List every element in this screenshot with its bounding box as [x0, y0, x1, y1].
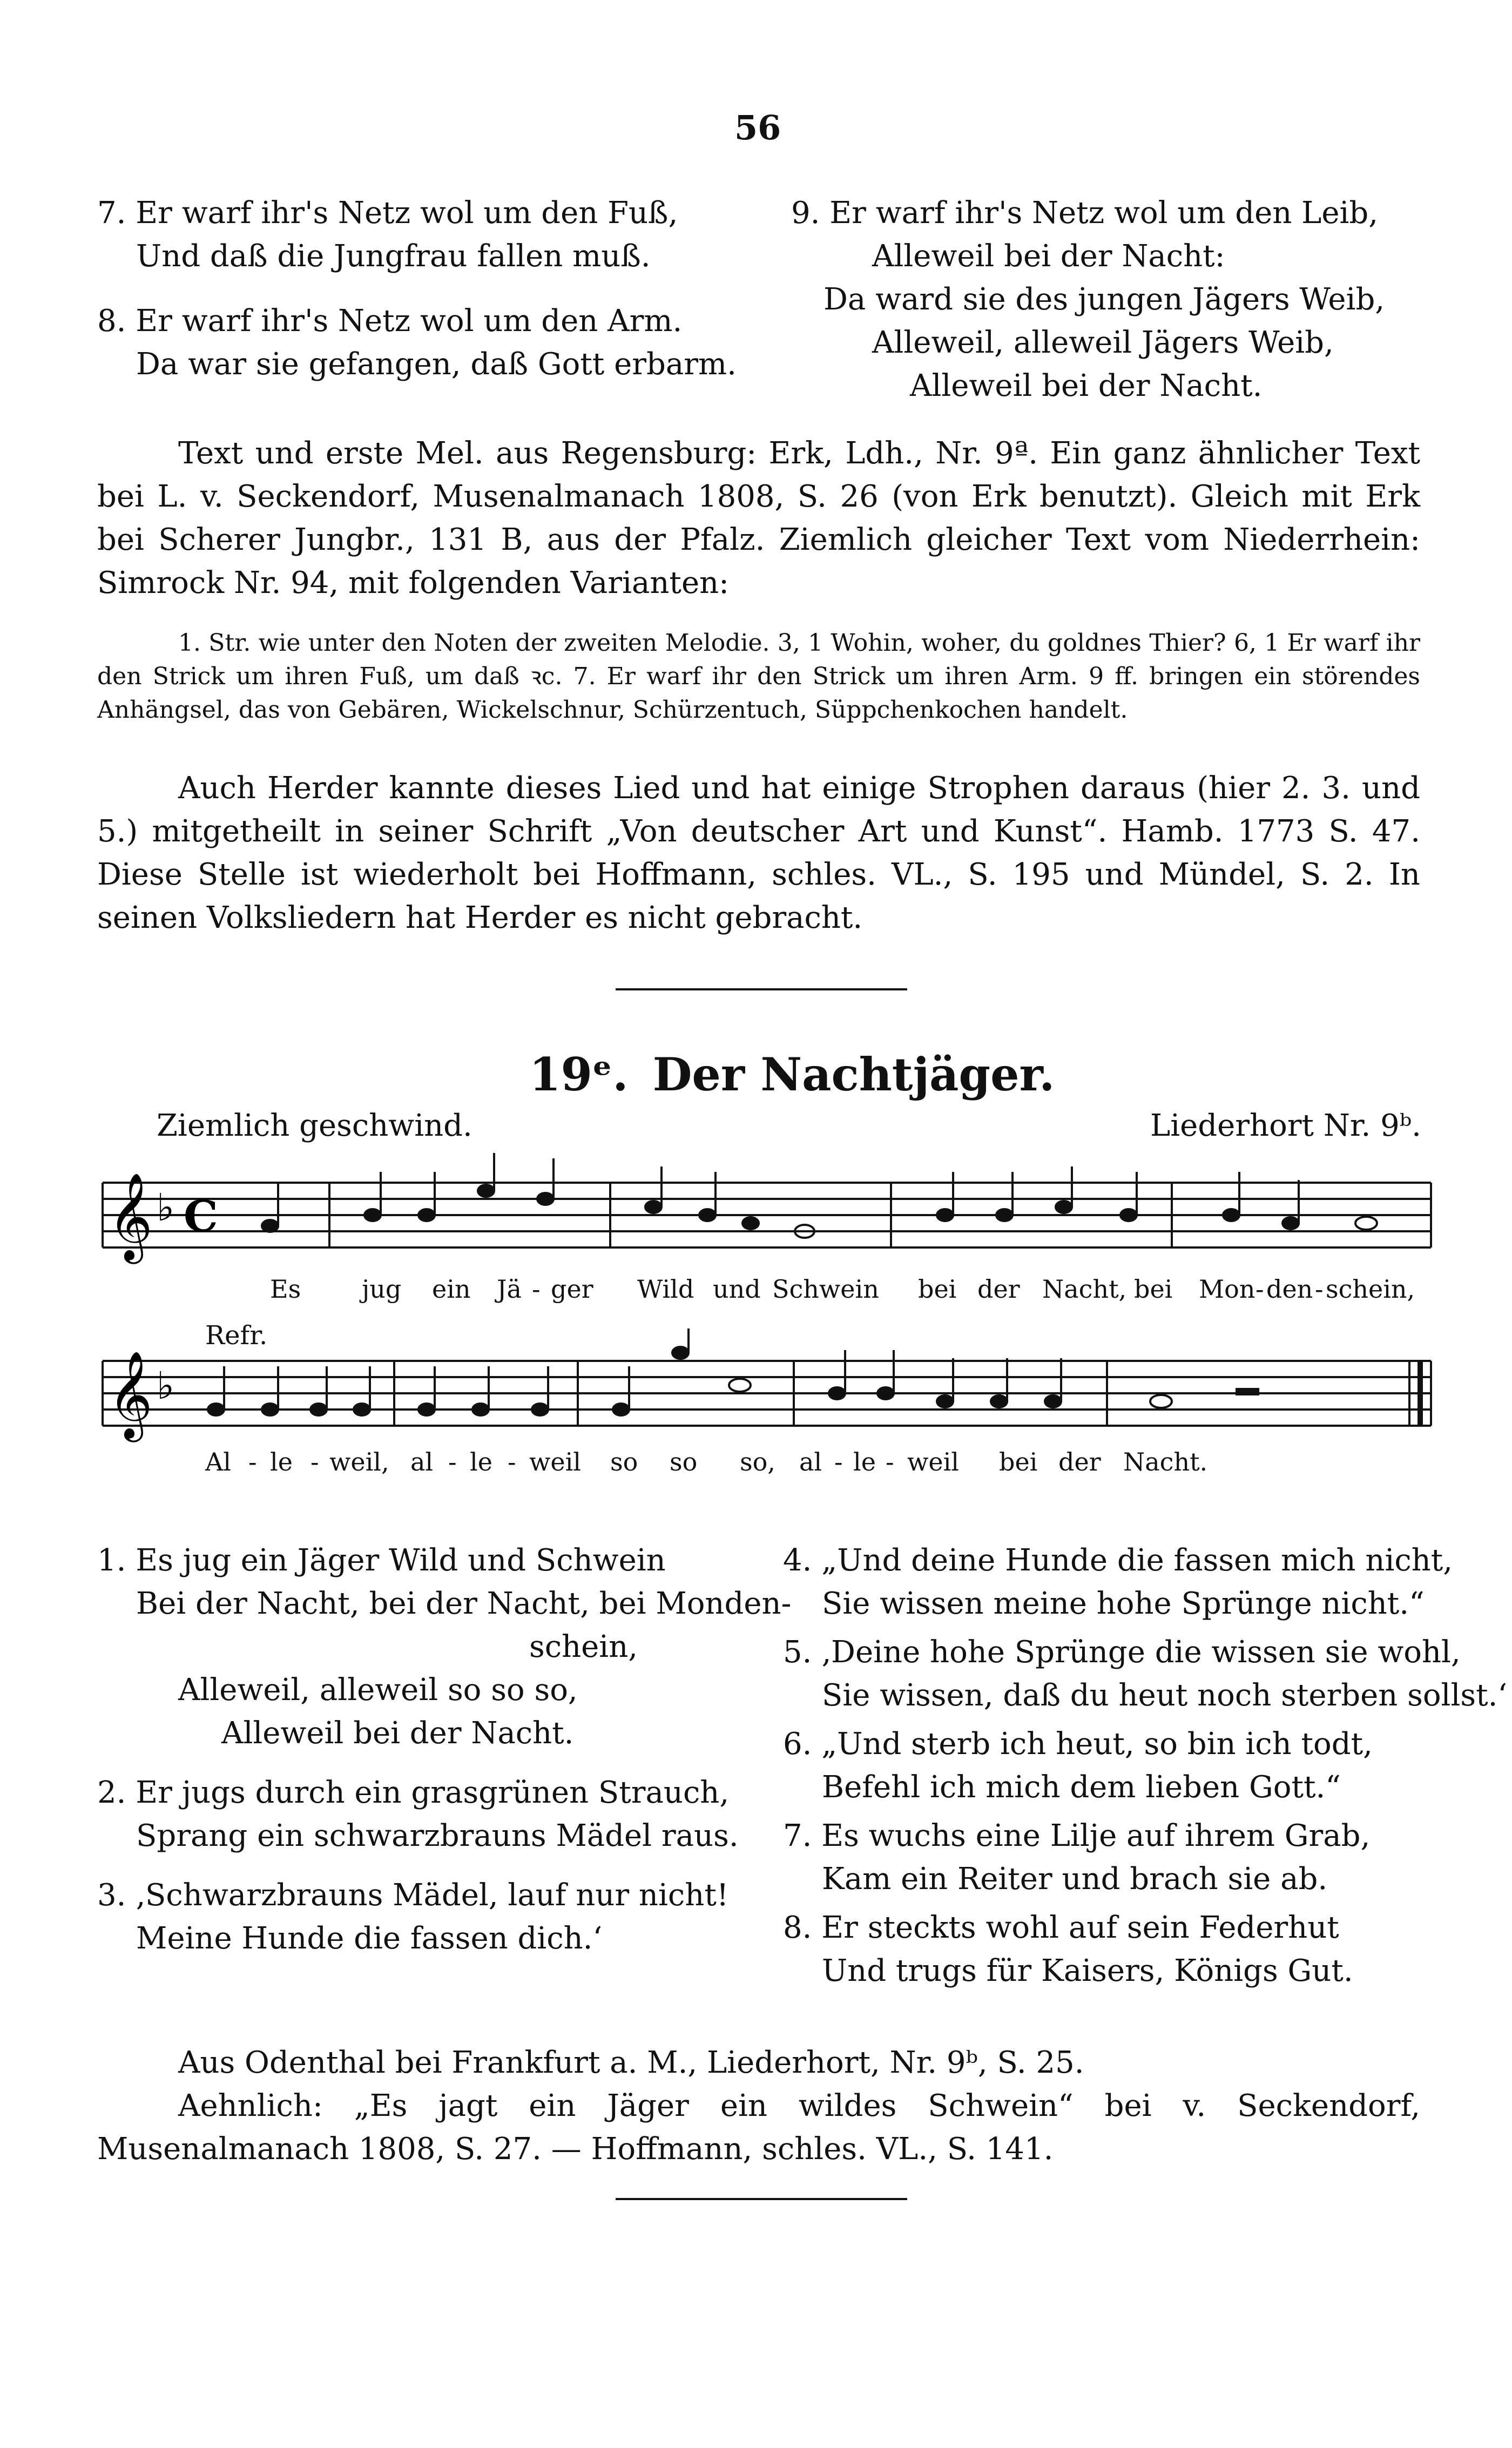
verse-number: 9.	[791, 195, 820, 231]
verse-line: Alleweil bei der Nacht:	[872, 239, 1225, 274]
verse-number: 2.	[97, 1775, 126, 1810]
lyric-syllable: ger	[551, 1274, 593, 1304]
verse-line: Alleweil, alleweil so so so,	[178, 1673, 578, 1708]
lyric-syllable: Wild	[637, 1274, 694, 1304]
song-verse-8	[783, 1906, 1447, 1993]
verse-number: 5.	[783, 1635, 812, 1670]
song-verse-7	[783, 1815, 1447, 1901]
verse-line: Alleweil bei der Nacht.	[221, 1716, 574, 1751]
lyric-syllable: den	[1266, 1274, 1313, 1304]
verse-line: Alleweil, alleweil Jägers Weib,	[872, 325, 1334, 360]
divider	[616, 988, 907, 990]
verse-7	[97, 192, 772, 278]
song-verse-2	[97, 1771, 772, 1858]
lyric-syllable: jug	[362, 1274, 402, 1304]
lyric-syllable: Nacht.	[1123, 1447, 1208, 1476]
verse-line: Meine Hunde die fassen dich.‘	[136, 1921, 603, 1956]
lyric-syllable: le	[853, 1447, 876, 1476]
lyric-syllable: al	[410, 1447, 434, 1476]
tempo-marking: Ziemlich geschwind.	[157, 1108, 473, 1143]
song-verse-1	[97, 1539, 792, 1755]
verse-line: Er jugs durch ein grasgrünen Strauch,	[136, 1775, 730, 1810]
verse-line: ‚Deine hohe Sprünge die wissen sie wohl,	[821, 1635, 1461, 1670]
lyric-syllable: -	[834, 1447, 843, 1476]
lyric-syllable: weil,	[329, 1447, 389, 1476]
verse-8	[97, 300, 772, 386]
lyric-syllable: Jä	[497, 1274, 522, 1304]
verse-line: Sie wissen, daß du heut noch sterben sollst.‘	[822, 1678, 1508, 1713]
lyric-syllable: le	[470, 1447, 492, 1476]
lyric-syllable: -	[508, 1447, 516, 1476]
verse-line: Und daß die Jungfrau fallen muß.	[136, 239, 651, 274]
song-source: Liederhort Nr. 9ᵇ.	[1150, 1108, 1421, 1143]
top-verses-right	[791, 192, 1439, 408]
verse-line: Er warf ihr's Netz wol um den Leib,	[829, 195, 1379, 231]
verse-line: „Und deine Hunde die fassen mich nicht,	[821, 1543, 1453, 1578]
treble-clef-icon: 𝄞	[108, 1351, 153, 1439]
verse-line: Kam ein Reiter und brach sie ab.	[822, 1862, 1328, 1897]
verse-line: „Und sterb ich heut, so bin ich todt,	[821, 1727, 1373, 1762]
lyric-syllable: -	[532, 1274, 541, 1304]
footer-source: Aus Odenthal bei Frankfurt a. M., Liederhort, Nr. 9ᵇ, S. 25.	[178, 2045, 1084, 2080]
verse-line: Sprang ein schwarzbrauns Mädel raus.	[136, 1818, 739, 1853]
lyric-syllable: bei	[999, 1447, 1038, 1476]
lyric-syllable: Nacht,	[1042, 1274, 1127, 1304]
lyric-syllable: schein,	[1326, 1274, 1415, 1304]
lyric-syllable: -	[310, 1447, 319, 1476]
lyric-syllable: der	[977, 1274, 1020, 1304]
verse-line: ‚Schwarzbrauns Mädel, lauf nur nicht!	[136, 1878, 729, 1913]
verse-line: schein,	[529, 1629, 638, 1664]
verse-line: Es wuchs eine Lilje auf ihrem Grab,	[821, 1818, 1371, 1853]
lyric-syllable: -	[448, 1447, 457, 1476]
source-paragraph: Text und erste Mel. aus Regensburg: Erk, Ldh., Nr. 9ª. Ein ganz ähnlicher Text bei L. v. Seckendorf, Musenalmanach 1808, S. 26 (von Erk benutzt). Gleich mit Erk bei Scherer Jungbr., 131 B, aus der Pfalz. Ziemlich gleicher Text vom Niederrhein: Simrock Nr. 94, mit folgenden Varianten:	[97, 436, 1420, 601]
lyric-syllable: -	[1315, 1274, 1324, 1304]
verse-number: 7.	[783, 1818, 812, 1853]
verse-line: Und trugs für Kaisers, Königs Gut.	[822, 1953, 1353, 1988]
footer-similar: Aehnlich: „Es jagt ein Jäger ein wildes Schwein“ bei v. Seckendorf, Musenalmanach 1808, S. 27. — Hoffmann, schles. VL., S. 141.	[97, 2088, 1420, 2167]
lyric-syllable: weil	[907, 1447, 960, 1476]
notes	[208, 1328, 1258, 1415]
lyric-syllable: der	[1058, 1447, 1101, 1476]
song-verse-4	[783, 1539, 1453, 1626]
staff-lines	[103, 1361, 1431, 1426]
lyric-syllable: weil	[529, 1447, 582, 1476]
verse-line: Es jug ein Jäger Wild und Schwein	[136, 1543, 666, 1578]
lyric-syllable: -	[1256, 1274, 1264, 1304]
flat-icon: ♭	[157, 1185, 175, 1230]
lyrics-row-1	[0, 1274, 1512, 1312]
herder-paragraph: Auch Herder kannte dieses Lied und hat einige Strophen daraus (hier 2. 3. und 5.) mitgetheilt in seiner Schrift „Von deutscher Art und Kunst“. Hamb. 1773 S. 47. Diese Stelle ist wiederholt bei Hoffmann, schles. VL., S. 195 und Mündel, S. 2. In seinen Volksliedern hat Herder es nicht gebracht.	[97, 771, 1420, 935]
lyric-syllable: und	[713, 1274, 761, 1304]
page-number: 56	[734, 108, 781, 147]
lyric-syllable: bei	[918, 1274, 957, 1304]
verse-number: 3.	[97, 1878, 126, 1913]
verse-line: Da ward sie des jungen Jägers Weib,	[824, 282, 1385, 317]
top-verses-left	[97, 192, 772, 386]
treble-clef-icon: 𝄞	[108, 1172, 153, 1260]
verse-number: 8.	[97, 304, 126, 339]
lyric-syllable: Mon	[1199, 1274, 1256, 1304]
song-number: 19ᵉ.	[529, 1048, 629, 1101]
verse-line: Befehl ich mich dem lieben Gott.“	[822, 1770, 1341, 1805]
song-verse-6	[783, 1723, 1447, 1809]
verse-number: 7.	[97, 195, 126, 231]
lyric-syllable: Schwein	[772, 1274, 879, 1304]
lyric-syllable: so	[610, 1447, 638, 1476]
verse-line: Bei der Nacht, bei der Nacht, bei Monden-	[136, 1586, 792, 1621]
song-title: Der Nachtjäger.	[652, 1048, 1055, 1101]
verse-line: Sie wissen meine hohe Sprünge nicht.“	[822, 1586, 1425, 1621]
verse-line: Da war sie gefangen, daß Gott erbarm.	[136, 347, 737, 382]
lyric-syllable: -	[248, 1447, 257, 1476]
verse-number: 1.	[97, 1543, 126, 1578]
verse-number: 8.	[783, 1910, 812, 1945]
song-verse-3	[97, 1874, 772, 1960]
verse-line: Er warf ihr's Netz wol um den Arm.	[136, 304, 683, 339]
lyric-syllable: -	[886, 1447, 894, 1476]
refrain-label: Refr.	[205, 1320, 268, 1351]
lyric-syllable: al	[799, 1447, 822, 1476]
lyric-syllable: so,	[740, 1447, 775, 1476]
verse-number: 6.	[783, 1727, 812, 1762]
verse-line: Er warf ihr's Netz wol um den Fuß,	[136, 195, 678, 231]
lyric-syllable: so	[670, 1447, 698, 1476]
lyrics-row-2	[0, 1447, 1512, 1485]
verse-line: Alleweil bei der Nacht.	[910, 368, 1263, 403]
song-verses-right	[783, 1539, 1508, 1993]
divider-bottom	[616, 2198, 907, 2200]
lyric-syllable: Al	[205, 1447, 231, 1476]
verse-number: 4.	[783, 1543, 812, 1578]
song-verse-5	[783, 1631, 1508, 1717]
lyric-syllable: bei	[1134, 1274, 1173, 1304]
lyric-syllable: ein	[432, 1274, 471, 1304]
lyric-syllable: le	[270, 1447, 293, 1476]
song-verses-left	[97, 1539, 792, 1960]
verse-line: Er steckts wohl auf sein Federhut	[821, 1910, 1339, 1945]
notes	[262, 1153, 1377, 1238]
lyric-syllable: Es	[270, 1274, 301, 1304]
flat-icon: ♭	[157, 1364, 175, 1408]
song-heading	[529, 1048, 1055, 1101]
common-time-icon: C	[184, 1191, 218, 1242]
variants-note: 1. Str. wie unter den Noten der zweiten Melodie. 3, 1 Wohin, woher, du goldnes Thier? 6, 1 Er warf ihr den Strick um ihren Fuß, um daß ꝛc. 7. Er warf ihr den Strick um ihren Arm. 9 ff. bringen ein störendes Anhängsel, das von Gebären, Wickelschnur, Schürzentuch, Süppchenkochen handelt.	[97, 629, 1420, 724]
